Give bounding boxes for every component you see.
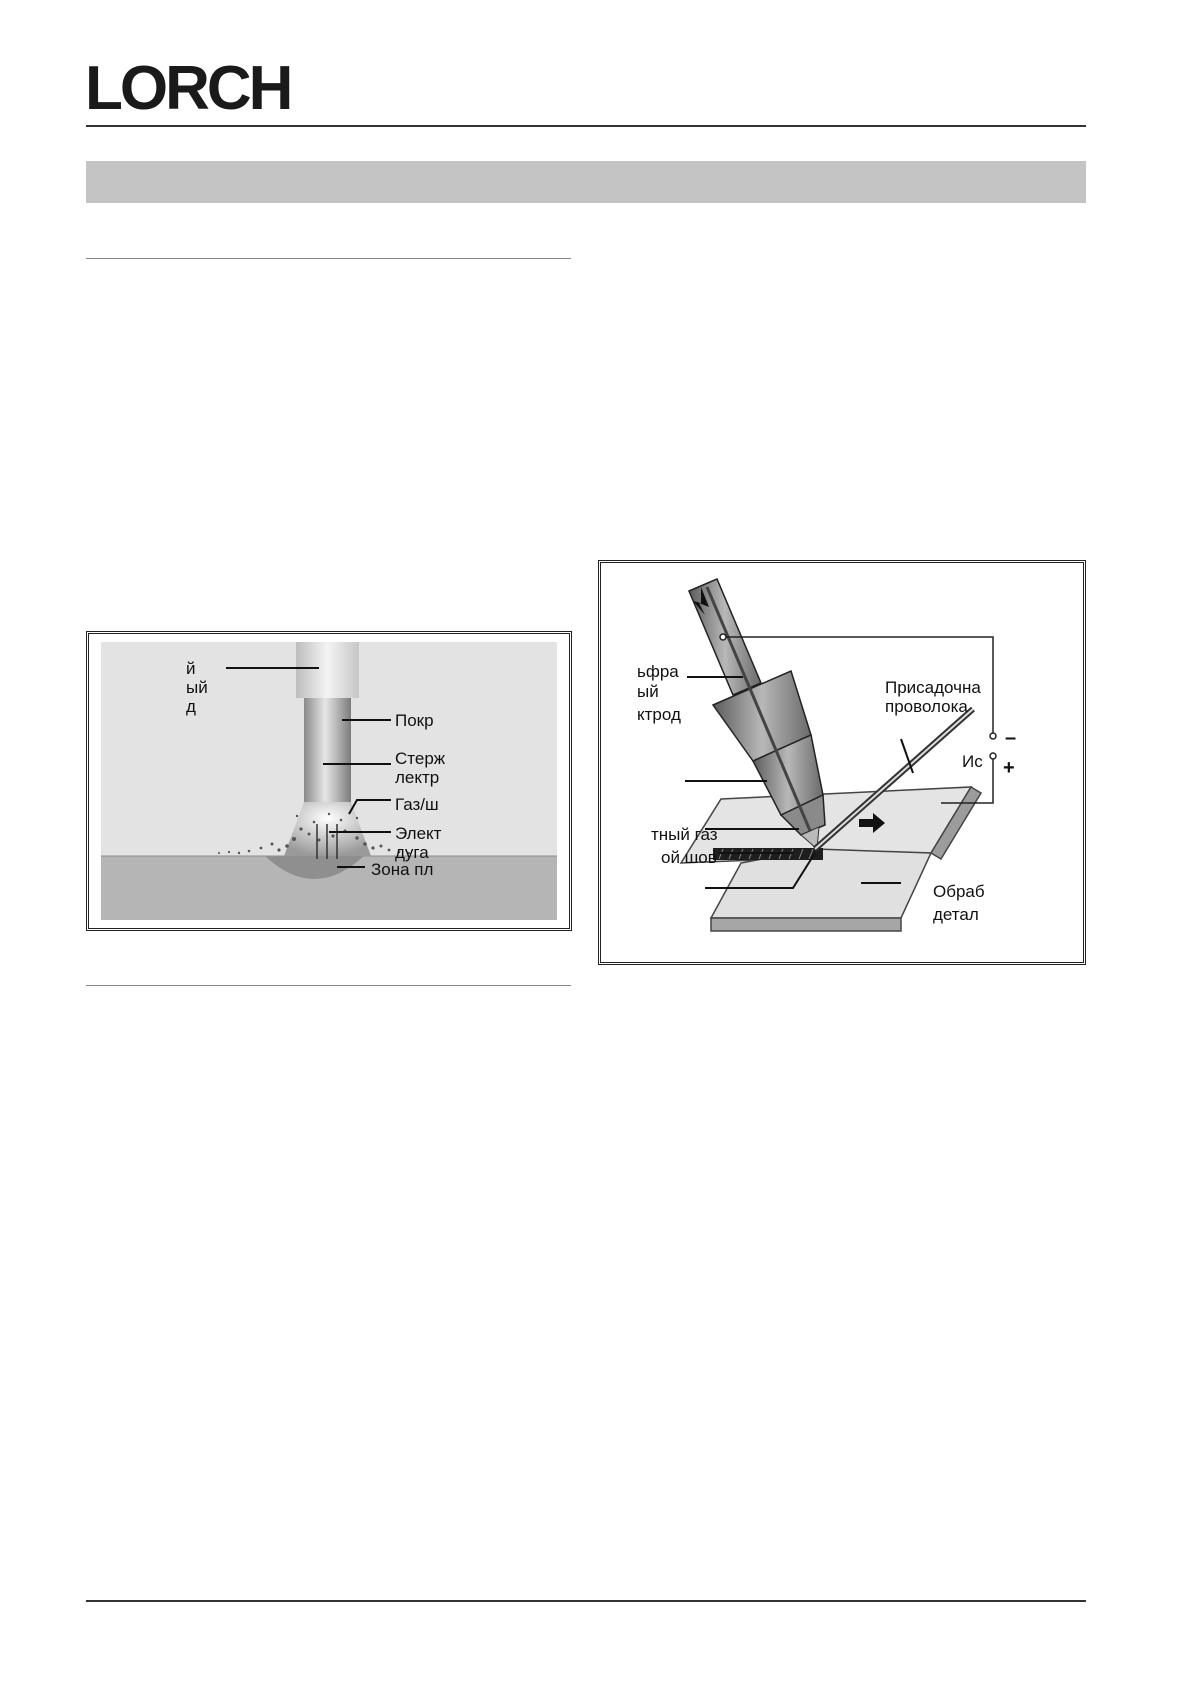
label-arc-2: дуга	[395, 843, 429, 862]
header-rule	[86, 125, 1086, 127]
label-gas: Газ/ш	[395, 795, 439, 814]
label-rod-1: Стерж	[395, 749, 446, 768]
figure-tig-welding	[598, 560, 1086, 965]
left-column-rule-top	[86, 258, 571, 259]
left-column-rule-bottom	[86, 985, 571, 986]
label-workpiece-2: детал	[933, 905, 979, 924]
electrode-rod	[304, 698, 351, 802]
label-workpiece-1: Обраб	[933, 882, 985, 901]
footer-rule	[86, 1600, 1086, 1602]
lorch-logo: LORCH	[85, 54, 291, 123]
label-melt-zone: Зона пл	[371, 860, 434, 879]
label-tungsten-1: ьфра	[637, 662, 679, 681]
label-plus: +	[1003, 757, 1015, 779]
label-electrode-2: ый	[186, 678, 208, 697]
label-minus: –	[1005, 727, 1017, 749]
label-rod-2: лектр	[395, 768, 440, 787]
label-shield-gas: тный газ	[651, 825, 718, 844]
label-weld-seam: ой шов	[661, 848, 717, 867]
electrode-coating	[296, 642, 359, 698]
figure-stick-electrode	[86, 631, 572, 931]
label-filler-2: проволока	[885, 697, 968, 716]
label-coating: Покр	[395, 711, 434, 730]
label-tungsten-2: ый	[637, 682, 659, 701]
section-title-bar	[86, 161, 1086, 203]
label-arc-1: Элект	[395, 824, 442, 843]
label-filler-1: Присадочна	[885, 678, 981, 697]
label-tungsten-3: ктрод	[637, 705, 681, 724]
label-source: Ис	[962, 752, 983, 771]
label-electrode-1: й	[186, 659, 196, 678]
label-electrode-3: д	[186, 697, 196, 716]
